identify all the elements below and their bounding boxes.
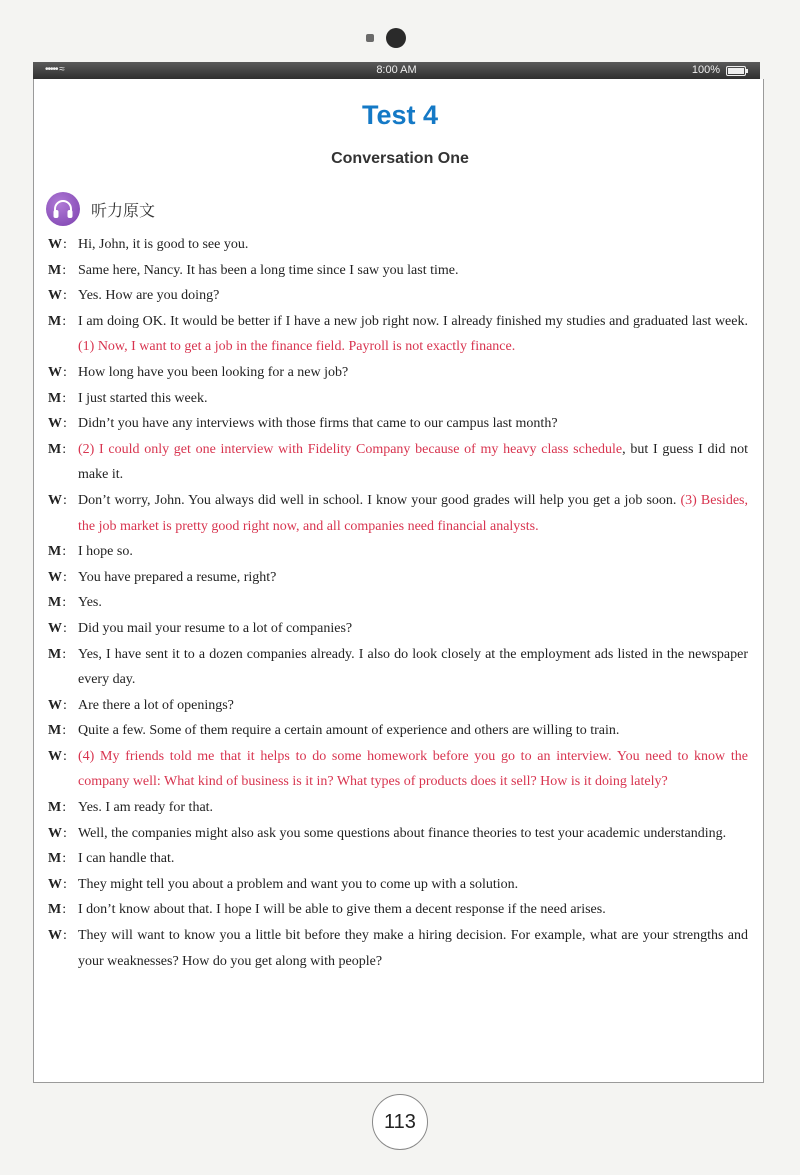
dialogue-text [78,283,748,309]
dialogue-text [78,846,748,872]
dialogue-line [48,693,748,719]
battery-percentage: 100% [691,64,720,76]
dialogue-text [78,386,748,412]
dialogue-line [48,642,748,693]
dialogue-segment: I am doing OK. It would be better if I have a new job right now. I already finished my studies and graduated last week. [78,313,748,329]
speaker-initial: W [48,928,62,944]
dialogue-text [78,360,748,386]
dialogue-segment: , but I guess I did not make it. [78,441,748,483]
dialogue-segment: Yes. I am ready for that. [78,800,214,816]
speaker-label: M: [48,390,67,406]
dialogue-text [78,590,748,616]
dialogue-segment: Don’t worry, John. You always did well in school. I know your good grades will help you get a job soon. [78,492,681,508]
speaker-label: M: [48,441,67,457]
speaker-label: W: [48,697,67,713]
speaker-initial: W [48,876,62,892]
speaker-label: M: [48,262,67,278]
speaker-initial: W [48,748,62,764]
speaker-initial: M [48,723,62,739]
speaker-label: W: [48,748,67,764]
dialogue-segment: I just started this week. [78,390,208,406]
dialogue-segment: Did you mail your resume to a lot of companies? [78,620,353,636]
dialogue-segment: They might tell you about a problem and want you to come up with a solution. [78,876,519,892]
speaker-initial: W [48,288,62,304]
dialogue-segment: Yes. [78,595,102,611]
speaker-initial: W [48,620,62,636]
speaker-label: M: [48,595,67,611]
dialogue-line [48,821,748,847]
speaker-initial: M [48,646,62,662]
dialogue-line [48,590,748,616]
speaker-initial: M [48,262,62,278]
dialogue-line [48,360,748,386]
dialogue-segment: Quite a few. Some of them require a certain amount of experience and others are willing to train. [78,723,620,739]
speaker-initial: M [48,800,62,816]
section-label: 听力原文 [91,200,156,220]
answer-highlight: (1) Now, I want to get a job in the finance field. Payroll is not exactly finance. [78,339,516,355]
dialogue-text [78,642,748,693]
status-time: 8:00 AM [376,64,417,76]
dialogue-segment: Hi, John, it is good to see you. [78,237,249,252]
speaker-label: M: [48,646,67,662]
answer-highlight: (3) Besides, the job market is pretty good right now, and all companies need financial analysts. [78,492,748,534]
dialogue-line [48,718,748,744]
dialogue-text [78,718,748,744]
conversation-title: Conversation One [331,150,469,167]
dialogue-segment: Didn’t you have any interviews with those firms that came to our campus last month? [78,416,558,432]
speaker-initial: M [48,544,62,560]
dialogue-line [48,437,748,488]
speaker-initial: M [48,851,62,867]
dialogue-segment: Yes. How are you doing? [78,288,220,304]
dialogue-line [48,411,748,437]
dialogue-line [48,232,748,258]
speaker-initial: W [48,416,62,432]
speaker-initial: M [48,390,62,406]
transcript [48,232,748,974]
speaker-label: M: [48,723,67,739]
speaker-label: W: [48,876,67,892]
speaker-initial: W [48,237,62,252]
dialogue-line [48,744,748,795]
dialogue-segment: Same here, Nancy. It has been a long time since I saw you last time. [78,262,459,278]
battery-icon [726,66,746,76]
dialogue-text [78,411,748,437]
dialogue-line [48,897,748,923]
speaker-label: W: [48,237,67,252]
section-heading [46,192,155,226]
dialogue-line [48,309,748,360]
dialogue-line [48,386,748,412]
dialogue-text [78,309,748,360]
signal-icon: ••••• ≈ [45,64,64,75]
answer-highlight: (2) I could only get one interview with Fidelity Company because of my heavy class schedule [78,441,623,457]
dialogue-text [78,821,748,847]
dialogue-line [48,258,748,284]
speaker-label: W: [48,288,67,304]
speaker-label: M: [48,902,67,918]
dialogue-segment: I can handle that. [78,851,175,867]
speaker-label: W: [48,928,67,944]
dialogue-segment: They will want to know you a little bit before they make a hiring decision. For example, what are your strengths and your weaknesses? How do you get along with people? [78,928,748,969]
dialogue-segment: I hope so. [78,544,133,560]
speaker-initial: M [48,595,62,611]
speaker-label: M: [48,800,67,816]
dialogue-text [78,232,748,258]
speaker-label: W: [48,364,67,380]
dialogue-segment: I don’t know about that. I hope I will be able to give them a decent response if the need arises. [78,902,606,918]
speaker-initial: W [48,569,62,585]
headphones-icon [46,192,80,226]
speaker-initial: W [48,697,62,713]
dialogue-segment: You have prepared a resume, right? [78,569,277,585]
dialogue-text [78,565,748,591]
dialogue-line [48,795,748,821]
dialogue-text [78,258,748,284]
dialogue-segment: Well, the companies might also ask you some questions about finance theories to test your academic understanding. [78,825,727,841]
dialogue-text [78,744,748,795]
dialogue-text [78,437,748,488]
camera-lens [386,28,406,48]
speaker-label: M: [48,851,67,867]
speaker-initial: W [48,492,62,508]
speaker-initial: M [48,441,62,457]
speaker-label: M: [48,544,67,560]
camera-sensor [366,34,374,42]
dialogue-text [78,488,748,539]
speaker-label: W: [48,492,67,508]
dialogue-line [48,283,748,309]
dialogue-text [78,897,748,923]
dialogue-text [78,539,748,565]
dialogue-line [48,923,748,974]
status-bar [33,62,760,79]
dialogue-text [78,872,748,898]
speaker-label: W: [48,825,67,841]
page-title: Test 4 [361,100,439,130]
dialogue-segment: Are there a lot of openings? [78,697,234,713]
speaker-initial: M [48,313,62,329]
dialogue-text [78,795,748,821]
dialogue-line [48,488,748,539]
dialogue-text [78,923,748,974]
dialogue-text [78,616,748,642]
front-camera [366,27,426,49]
dialogue-line [48,565,748,591]
dialogue-segment: How long have you been looking for a new job? [78,364,349,380]
page-number: 113 [372,1094,428,1150]
dialogue-line [48,539,748,565]
dialogue-text [78,693,748,719]
dialogue-line [48,872,748,898]
speaker-label: W: [48,416,67,432]
dialogue-segment: Yes, I have sent it to a dozen companies already. I also do look closely at the employment ads listed in the newspaper every day. [78,646,748,688]
speaker-initial: W [48,364,62,380]
speaker-label: W: [48,620,67,636]
dialogue-line [48,846,748,872]
speaker-initial: W [48,825,62,841]
speaker-label: M: [48,313,67,329]
speaker-label: W: [48,569,67,585]
dialogue-line [48,616,748,642]
answer-highlight: (4) My friends told me that it helps to do some homework before you go to an interview. You need to know the company well: What kind of business is it in? What types of products does it sell? How is it doing lately? [78,748,748,790]
speaker-initial: M [48,902,62,918]
